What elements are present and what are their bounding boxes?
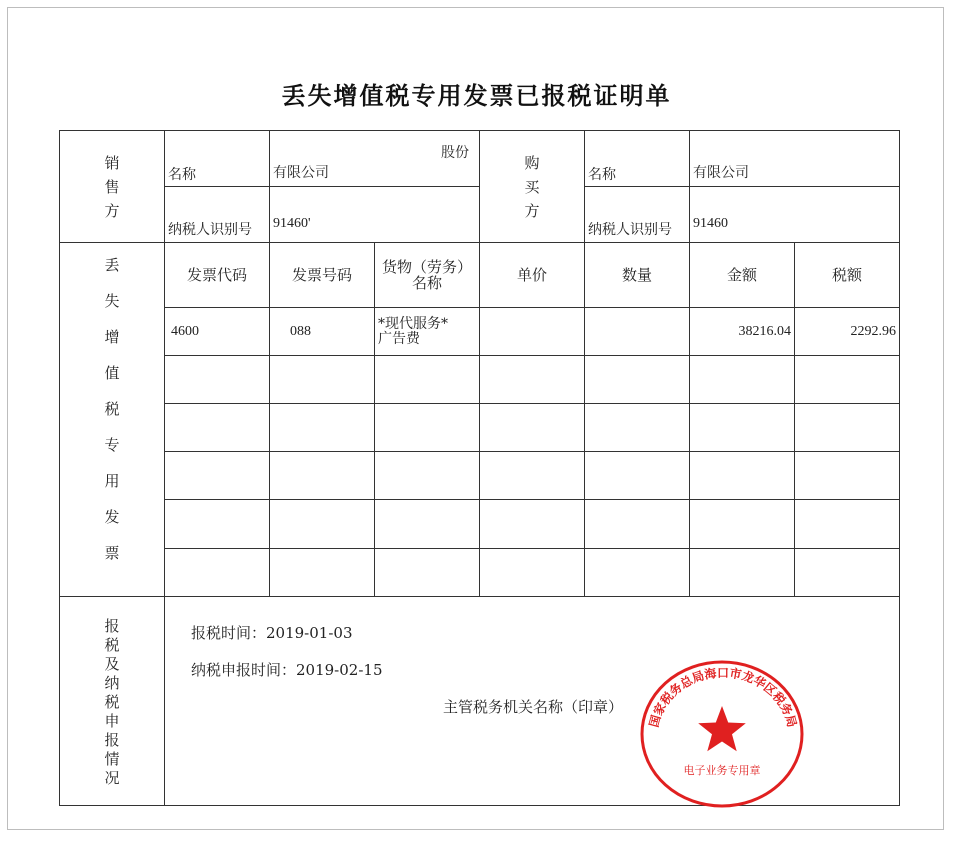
table-cell (689, 451, 795, 500)
seller-taxid-label: 纳税人识别号 (164, 186, 270, 243)
row-1-unit-price (479, 307, 585, 356)
buyer-taxid-value: 91460 (689, 186, 900, 243)
table-cell (164, 451, 270, 500)
column-header-invoice-number: 发票号码 (269, 242, 375, 308)
table-cell (479, 403, 585, 452)
table-cell (584, 451, 690, 500)
row-1-invoice-code: 4600 (164, 307, 270, 356)
table-cell (269, 355, 375, 404)
seal-star-icon (698, 706, 746, 751)
table-cell (164, 355, 270, 404)
table-cell (794, 403, 900, 452)
column-header-amount: 金额 (689, 242, 795, 308)
table-cell (374, 403, 480, 452)
table-cell (689, 403, 795, 452)
table-cell (269, 451, 375, 500)
column-header-invoice-code: 发票代码 (164, 242, 270, 308)
table-cell (164, 548, 270, 597)
table-cell (269, 548, 375, 597)
table-cell (584, 548, 690, 597)
table-cell (584, 355, 690, 404)
row-1-invoice-number: 088 (269, 307, 375, 356)
report-section-label: 报 税 及 纳 税 申 报 情 况 (59, 596, 165, 806)
table-cell (374, 355, 480, 404)
table-cell (479, 451, 585, 500)
table-cell (794, 548, 900, 597)
buyer-name-label: 名称 (584, 130, 690, 187)
table-cell (794, 355, 900, 404)
document-title: 丢失增值税专用发票已报税证明单 (281, 82, 672, 110)
table-cell (584, 403, 690, 452)
buyer-name-value: 有限公司 (689, 130, 900, 187)
row-1-quantity (584, 307, 690, 356)
buyer-taxid-label: 纳税人识别号 (584, 186, 690, 243)
column-header-tax: 税额 (794, 242, 900, 308)
declaration-time: 纳税申报时间：2019-02-15 (191, 661, 383, 679)
official-seal (638, 658, 806, 810)
table-cell (269, 499, 375, 549)
authority-seal-label: 主管税务机关名称（印章） (443, 698, 624, 716)
table-cell (164, 499, 270, 549)
seller-taxid-value: 91460' (269, 186, 480, 243)
seller-name-suffix: 股份 (441, 145, 469, 161)
table-cell (689, 355, 795, 404)
tax-report-time: 报税时间：2019-01-03 (191, 624, 353, 642)
lost-invoice-section-label: 丢 失 增 值 税 专 用 发 票 (59, 242, 165, 597)
row-1-amount: 38216.04 (689, 307, 795, 356)
table-cell (374, 499, 480, 549)
table-cell (374, 451, 480, 500)
seller-name-field (269, 130, 480, 187)
table-cell (479, 355, 585, 404)
table-cell (164, 403, 270, 452)
table-cell (374, 548, 480, 597)
column-header-unit-price: 单价 (479, 242, 585, 308)
seller-side-label: 销 售 方 (59, 130, 165, 243)
table-cell (689, 548, 795, 597)
table-cell (689, 499, 795, 549)
buyer-side-label: 购 买 方 (479, 130, 585, 243)
row-1-goods-name: *现代服务*广告费 (374, 307, 480, 356)
seller-name-label: 名称 (164, 130, 270, 187)
table-cell (479, 499, 585, 549)
seal-arc-text: 国家税务总局海口市龙华区税务局 (646, 665, 800, 729)
column-header-goods-name: 货物（劳务）名称 (374, 242, 480, 308)
table-cell (794, 451, 900, 500)
seller-name-value: 有限公司 (273, 165, 329, 181)
table-cell (584, 499, 690, 549)
seal-bottom-text: 电子业务专用章 (683, 764, 761, 777)
table-cell (479, 548, 585, 597)
column-header-quantity: 数量 (584, 242, 690, 308)
table-cell (269, 403, 375, 452)
row-1-tax: 2292.96 (794, 307, 900, 356)
table-cell (794, 499, 900, 549)
